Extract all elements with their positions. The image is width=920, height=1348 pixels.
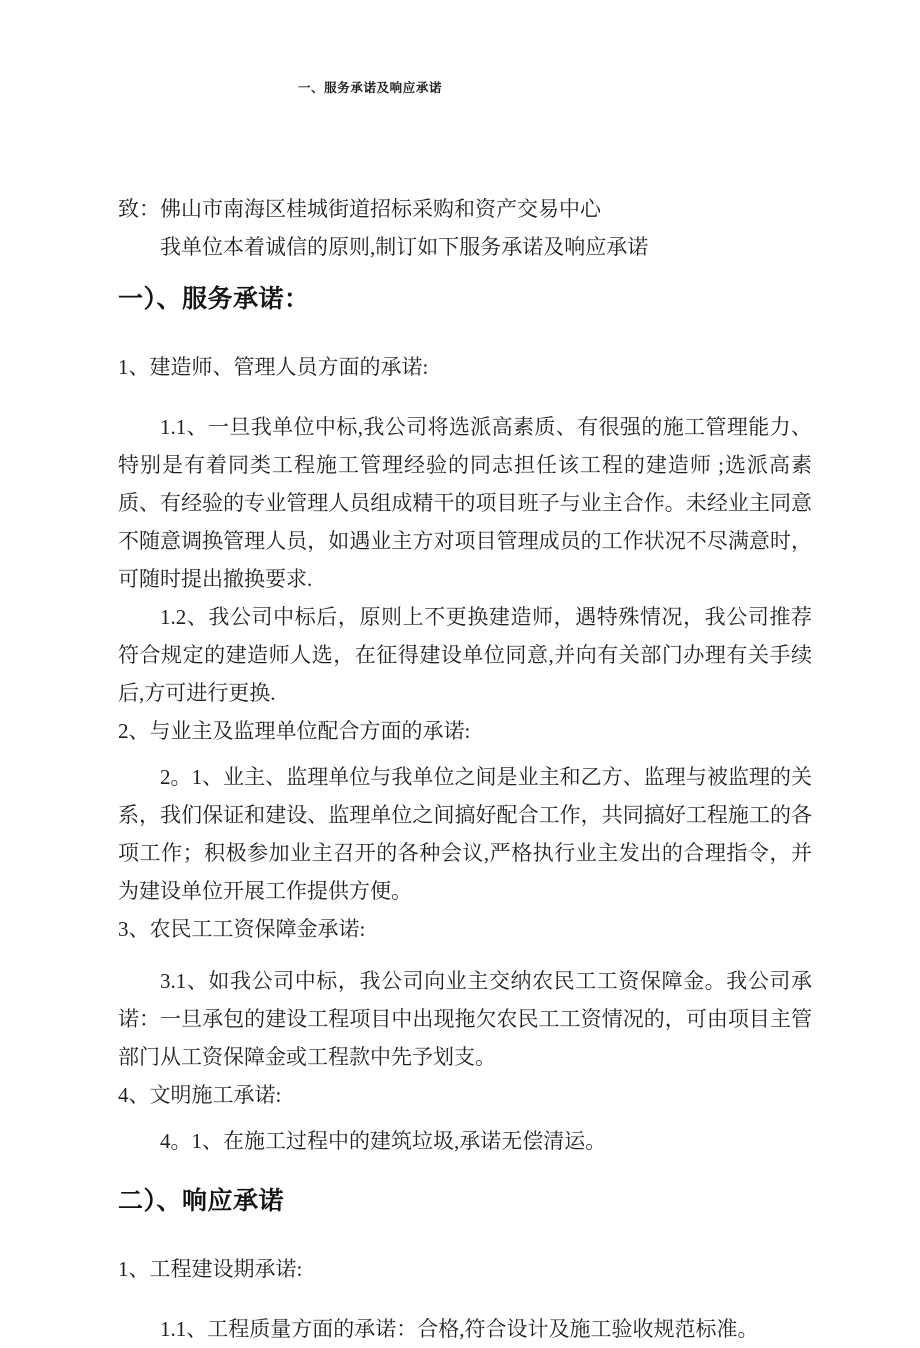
item-label-2-1: 1、工程建设期承诺: xyxy=(118,1257,303,1281)
header-title: 一、服务承诺及响应承诺 xyxy=(297,80,443,95)
section-heading-2: 二）、响应承诺 xyxy=(118,1186,285,1215)
item-label-1-1: 1、建造师、管理人员方面的承诺: xyxy=(118,355,429,379)
item-paragraph-1-2-1: 2。1、业主、监理单位与我单位之间是业主和乙方、监理与被监理的关系，我们保证和建设、监理单位之间搞好配合工作，共同搞好工程施工的各项工作；积极参加业主召开的各种会议,严格执行业主发出的合理指令，并为建设单位开展工作提供方便。 xyxy=(118,765,812,903)
spacer xyxy=(118,1288,812,1310)
item-paragraph-2-1-1: 1.1、工程质量方面的承诺：合格,符合设计及施工验收规范标准。 xyxy=(160,1317,759,1341)
running-header xyxy=(0,78,920,97)
addressee-line: 致：佛山市南海区桂城街道招标采购和资产交易中心 xyxy=(118,197,601,221)
item-paragraph-1-1-2: 1.2、我公司中标后，原则上不更换建造师，遇特殊情况，我公司推荐符合规定的建造师人选，在征得建设单位同意,并向有关部门办理有关手续后,方可进行更换. xyxy=(118,605,812,705)
item-label-1-4: 4、文明施工承诺: xyxy=(118,1083,282,1107)
spacer xyxy=(118,1220,812,1250)
preamble-line: 我单位本着诚信的原则,制订如下服务承诺及响应承诺 xyxy=(160,235,649,259)
spacer xyxy=(118,1160,812,1182)
spacer xyxy=(118,948,812,962)
spacer xyxy=(118,750,812,758)
spacer xyxy=(118,266,812,280)
spacer xyxy=(118,318,812,348)
section-heading-1: 一）、服务承诺： xyxy=(118,284,310,313)
item-paragraph-1-1-1: 1.1、一旦我单位中标,我公司将选派高素质、有很强的施工管理能力、特别是有着同类工程施工管理经验的同志担任该工程的建造师 ;选派高素质、有经验的专业管理人员组成精干的项目班子与业主合作。未经业主同意不随意调换管理人员，如遇业主方对项目管理成员的工作状况不尽满意时，可随时提出撤换要求. xyxy=(118,415,812,591)
item-paragraph-1-4-1: 4。1、在施工过程中的建筑垃圾,承诺无偿清运。 xyxy=(160,1129,607,1153)
spacer xyxy=(118,386,812,408)
document-body xyxy=(118,190,812,1348)
item-paragraph-1-3-1: 3.1、如我公司中标，我公司向业主交纳农民工工资保障金。我公司承诺：一旦承包的建设工程项目中出现拖欠农民工工资情况的，可由项目主管部门从工资保障金或工程款中先予划支。 xyxy=(118,969,812,1069)
spacer xyxy=(118,1114,812,1122)
item-label-1-3: 3、农民工工资保障金承诺: xyxy=(118,917,366,941)
item-label-1-2: 2、与业主及监理单位配合方面的承诺: xyxy=(118,719,471,743)
